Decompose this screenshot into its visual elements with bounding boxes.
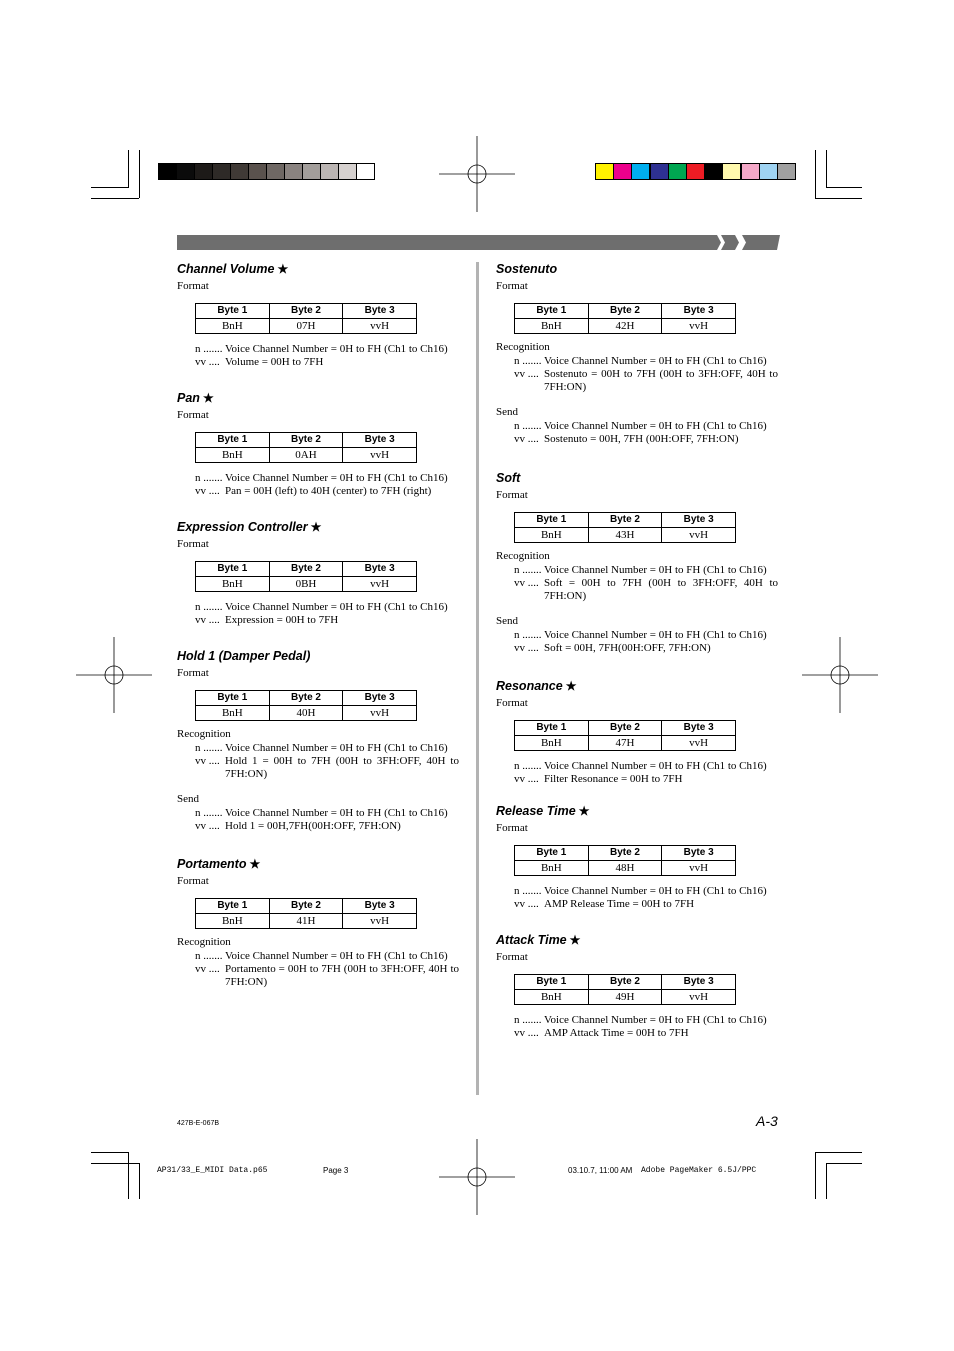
- group-label: Recognition: [496, 550, 550, 562]
- gray-swatch: [248, 163, 267, 180]
- color-swatch: [650, 163, 669, 180]
- section-title: [177, 520, 321, 534]
- definition-key: vv ....: [514, 1027, 539, 1039]
- byte-table-value-cell: vvH: [343, 706, 417, 721]
- definition-list: [514, 420, 778, 446]
- definition-key: vv ....: [514, 898, 539, 910]
- group-label: Recognition: [177, 728, 231, 740]
- byte-table-header-row: [515, 846, 736, 861]
- section-title: [496, 679, 576, 693]
- byte-table: [514, 974, 736, 1005]
- definition-key: n .......: [514, 355, 542, 367]
- gray-swatch: [320, 163, 339, 180]
- definition-key: n .......: [514, 629, 542, 641]
- definition-key: n .......: [195, 601, 223, 613]
- byte-table-header-cell: Byte 3: [343, 562, 417, 577]
- definition-value: Voice Channel Number = 0H to FH (Ch1 to Ch16): [544, 420, 767, 432]
- definition-value: Voice Channel Number = 0H to FH (Ch1 to Ch16): [544, 885, 767, 897]
- gray-swatch: [194, 163, 213, 180]
- byte-table-value-cell: vvH: [662, 990, 736, 1005]
- byte-table-value-cell: 0AH: [269, 448, 343, 463]
- byte-table-header-cell: Byte 2: [269, 899, 343, 914]
- definition-list: [195, 472, 459, 498]
- definition-value: Hold 1 = 00H,7FH(00H:OFF, 7FH:ON): [225, 820, 401, 832]
- byte-table-value-row: [196, 448, 417, 463]
- definition-row: [514, 1014, 778, 1027]
- definition-row: [195, 807, 459, 820]
- definition-row: [195, 963, 459, 989]
- star-icon: ★: [249, 857, 261, 871]
- definition-row: [514, 885, 778, 898]
- byte-table-header-cell: Byte 3: [662, 721, 736, 736]
- byte-table: [195, 898, 417, 929]
- definition-row: [514, 898, 778, 911]
- byte-table-header-cell: Byte 2: [588, 304, 662, 319]
- color-swatch: [668, 163, 687, 180]
- definition-row: [514, 642, 778, 655]
- byte-table-value-cell: 42H: [588, 319, 662, 334]
- definition-row: [195, 472, 459, 485]
- color-swatch: [704, 163, 723, 180]
- definition-key: vv ....: [514, 368, 539, 380]
- byte-table-header-cell: Byte 3: [343, 899, 417, 914]
- definition-value: Voice Channel Number = 0H to FH (Ch1 to Ch16): [225, 742, 448, 754]
- section-title: [496, 804, 589, 818]
- header-bar: [177, 235, 780, 250]
- color-swatch: [777, 163, 796, 180]
- footer-date: 03.10.7, 11:00 AM: [568, 1166, 633, 1175]
- definition-key: vv ....: [514, 773, 539, 785]
- definition-value: Volume = 00H to 7FH: [225, 356, 324, 368]
- section-title: [496, 471, 520, 485]
- crop-line: [815, 1152, 816, 1199]
- definition-value: Voice Channel Number = 0H to FH (Ch1 to Ch16): [544, 564, 767, 576]
- definition-row: [514, 355, 778, 368]
- byte-table-value-cell: BnH: [515, 990, 589, 1005]
- byte-table-header-cell: Byte 2: [588, 846, 662, 861]
- byte-table-header-cell: Byte 2: [588, 721, 662, 736]
- byte-table-header-cell: Byte 3: [662, 975, 736, 990]
- crop-line: [815, 198, 862, 199]
- definition-row: [195, 742, 459, 755]
- byte-table-header-cell: Byte 1: [196, 562, 270, 577]
- definition-key: vv ....: [514, 577, 539, 589]
- definition-key: vv ....: [195, 820, 220, 832]
- byte-table-header-row: [515, 721, 736, 736]
- definition-key: n .......: [195, 950, 223, 962]
- crop-line: [826, 1163, 827, 1199]
- crop-line: [139, 1163, 140, 1199]
- definition-value: Voice Channel Number = 0H to FH (Ch1 to Ch16): [225, 601, 448, 613]
- byte-table-header-cell: Byte 1: [515, 721, 589, 736]
- byte-table-value-row: [515, 736, 736, 751]
- format-label: Format: [496, 697, 528, 709]
- registration-mark: [437, 134, 517, 214]
- byte-table-header-row: [196, 304, 417, 319]
- definition-row: [195, 614, 459, 627]
- byte-table: [195, 561, 417, 592]
- byte-table-value-cell: BnH: [196, 319, 270, 334]
- definition-key: n .......: [514, 564, 542, 576]
- definition-key: n .......: [195, 472, 223, 484]
- definition-value: Sostenuto = 00H, 7FH (00H:OFF, 7FH:ON): [544, 433, 739, 445]
- definition-key: vv ....: [195, 614, 220, 626]
- format-label: Format: [177, 875, 209, 887]
- format-label: Format: [496, 280, 528, 292]
- byte-table-header-cell: Byte 2: [269, 691, 343, 706]
- star-icon: ★: [578, 804, 590, 818]
- crop-line: [815, 150, 816, 198]
- definition-key: vv ....: [195, 963, 220, 975]
- byte-table-header-cell: Byte 1: [196, 691, 270, 706]
- definition-row: [514, 773, 778, 786]
- definition-value: AMP Release Time = 00H to 7FH: [544, 898, 695, 910]
- section-title-text: Sostenuto: [496, 262, 558, 276]
- definition-row: [195, 601, 459, 614]
- byte-table-header-cell: Byte 1: [196, 433, 270, 448]
- gray-swatch: [158, 163, 177, 180]
- byte-table-header-row: [196, 691, 417, 706]
- definition-key: vv ....: [195, 356, 220, 368]
- crop-line: [91, 198, 139, 199]
- definition-value: Expression = 00H to 7FH: [225, 614, 339, 626]
- crop-line: [139, 150, 140, 198]
- byte-table-header-cell: Byte 3: [662, 846, 736, 861]
- definition-key: n .......: [514, 885, 542, 897]
- format-label: Format: [496, 951, 528, 963]
- byte-table-value-row: [196, 319, 417, 334]
- format-label: Format: [177, 280, 209, 292]
- definition-row: [514, 760, 778, 773]
- definition-key: n .......: [195, 742, 223, 754]
- crop-line: [826, 1163, 862, 1164]
- registration-mark: [800, 635, 880, 715]
- definition-list: [514, 564, 778, 603]
- byte-table-value-cell: BnH: [196, 448, 270, 463]
- format-label: Format: [177, 667, 209, 679]
- star-icon: ★: [202, 391, 214, 405]
- byte-table-header-cell: Byte 2: [588, 513, 662, 528]
- byte-table-header-cell: Byte 3: [343, 433, 417, 448]
- definition-key: vv ....: [195, 485, 220, 497]
- definition-row: [514, 629, 778, 642]
- star-icon: ★: [277, 262, 289, 276]
- byte-table-value-cell: BnH: [196, 706, 270, 721]
- definition-row: [514, 433, 778, 446]
- color-swatch: [686, 163, 705, 180]
- byte-table: [514, 845, 736, 876]
- star-icon: ★: [310, 520, 322, 534]
- definition-list: [514, 629, 778, 655]
- byte-table-value-row: [196, 914, 417, 929]
- definition-key: vv ....: [514, 642, 539, 654]
- byte-table-header-cell: Byte 3: [662, 513, 736, 528]
- definition-row: [195, 356, 459, 369]
- gray-swatch: [266, 163, 285, 180]
- byte-table-header-cell: Byte 1: [196, 304, 270, 319]
- definition-value: Voice Channel Number = 0H to FH (Ch1 to Ch16): [225, 950, 448, 962]
- footer-file-name: AP31/33_E_MIDI Data.p65: [157, 1166, 268, 1175]
- footer-page-label: Page 3: [323, 1166, 349, 1175]
- group-label: Send: [496, 406, 518, 418]
- gray-swatch: [338, 163, 357, 180]
- byte-table-value-cell: vvH: [662, 861, 736, 876]
- gray-swatch: [302, 163, 321, 180]
- crop-line: [826, 187, 862, 188]
- definition-value: Voice Channel Number = 0H to FH (Ch1 to Ch16): [225, 472, 448, 484]
- group-label: Send: [496, 615, 518, 627]
- gray-swatch: [212, 163, 231, 180]
- registration-mark: [437, 1137, 517, 1217]
- definition-key: n .......: [514, 1014, 542, 1026]
- byte-table-header-cell: Byte 1: [515, 304, 589, 319]
- definition-key: n .......: [195, 343, 223, 355]
- definition-value: Soft = 00H, 7FH(00H:OFF, 7FH:ON): [544, 642, 711, 654]
- format-label: Format: [496, 489, 528, 501]
- byte-table-header-cell: Byte 3: [343, 691, 417, 706]
- byte-table-value-cell: 40H: [269, 706, 343, 721]
- byte-table-header-cell: Byte 2: [269, 433, 343, 448]
- color-swatch: [741, 163, 760, 180]
- byte-table-value-cell: BnH: [515, 861, 589, 876]
- definition-list: [514, 1014, 778, 1040]
- byte-table-value-cell: vvH: [662, 736, 736, 751]
- definition-value: Soft = 00H to 7FH (00H to 3FH:OFF, 40H to 7FH:ON): [544, 577, 778, 602]
- byte-table: [514, 720, 736, 751]
- byte-table: [195, 432, 417, 463]
- group-label: Recognition: [177, 936, 231, 948]
- section-title: [496, 262, 557, 276]
- section-title-text: Resonance: [496, 679, 563, 693]
- byte-table-header-cell: Byte 1: [515, 513, 589, 528]
- byte-table-value-cell: vvH: [662, 528, 736, 543]
- star-icon: ★: [565, 679, 577, 693]
- registration-mark: [74, 635, 154, 715]
- byte-table-value-cell: vvH: [343, 448, 417, 463]
- byte-table-header-cell: Byte 1: [515, 846, 589, 861]
- definition-list: [195, 950, 459, 989]
- group-label: Recognition: [496, 341, 550, 353]
- byte-table-value-cell: 41H: [269, 914, 343, 929]
- section-title-text: Soft: [496, 471, 521, 485]
- color-swatch: [722, 163, 741, 180]
- definition-key: vv ....: [195, 755, 220, 767]
- definition-value: Voice Channel Number = 0H to FH (Ch1 to Ch16): [544, 355, 767, 367]
- color-swatch: [759, 163, 778, 180]
- byte-table-value-cell: vvH: [343, 577, 417, 592]
- section-title-text: Channel Volume: [177, 262, 275, 276]
- byte-table-value-cell: 49H: [588, 990, 662, 1005]
- definition-list: [514, 760, 778, 786]
- definition-key: n .......: [514, 420, 542, 432]
- byte-table: [514, 303, 736, 334]
- byte-table-header-cell: Byte 3: [662, 304, 736, 319]
- byte-table-header-cell: Byte 2: [588, 975, 662, 990]
- crop-line: [91, 1163, 139, 1164]
- definition-value: AMP Attack Time = 00H to 7FH: [544, 1027, 689, 1039]
- byte-table-header-cell: Byte 1: [196, 899, 270, 914]
- definition-value: Sostenuto = 00H to 7FH (00H to 3FH:OFF, 40H to 7FH:ON): [544, 368, 778, 393]
- byte-table-value-cell: vvH: [662, 319, 736, 334]
- definition-value: Voice Channel Number = 0H to FH (Ch1 to Ch16): [225, 343, 448, 355]
- byte-table-value-row: [515, 861, 736, 876]
- byte-table-value-row: [515, 990, 736, 1005]
- definition-value: Hold 1 = 00H to 7FH (00H to 3FH:OFF, 40H to 7FH:ON): [225, 755, 459, 780]
- byte-table-value-row: [196, 577, 417, 592]
- format-label: Format: [496, 822, 528, 834]
- section-title: [177, 857, 260, 871]
- byte-table-header-row: [196, 433, 417, 448]
- definition-row: [514, 368, 778, 394]
- gray-swatch: [230, 163, 249, 180]
- color-swatch: [613, 163, 632, 180]
- gray-swatch: [284, 163, 303, 180]
- column-divider: [476, 262, 479, 1095]
- definition-value: Portamento = 00H to 7FH (00H to 3FH:OFF, 40H to 7FH:ON): [225, 963, 459, 988]
- section-title-text: Pan: [177, 391, 200, 405]
- page-number: A-3: [756, 1113, 778, 1129]
- byte-table-value-cell: BnH: [196, 914, 270, 929]
- byte-table-header-cell: Byte 3: [343, 304, 417, 319]
- byte-table-value-row: [196, 706, 417, 721]
- byte-table: [195, 690, 417, 721]
- definition-row: [195, 755, 459, 781]
- byte-table-value-cell: BnH: [515, 736, 589, 751]
- definition-value: Voice Channel Number = 0H to FH (Ch1 to Ch16): [544, 760, 767, 772]
- section-title-text: Release Time: [496, 804, 576, 818]
- section-title-text: Portamento: [177, 857, 247, 871]
- definition-row: [195, 485, 459, 498]
- group-label: Send: [177, 793, 199, 805]
- byte-table-value-row: [515, 319, 736, 334]
- document-code: 427B-E-067B: [177, 1120, 220, 1127]
- byte-table-value-cell: BnH: [515, 528, 589, 543]
- section-title-text: Attack Time: [496, 933, 567, 947]
- definition-row: [195, 950, 459, 963]
- star-icon: ★: [569, 933, 581, 947]
- byte-table-header-row: [515, 975, 736, 990]
- format-label: Format: [177, 409, 209, 421]
- gray-swatch: [356, 163, 375, 180]
- crop-line: [91, 1152, 129, 1153]
- byte-table-value-cell: BnH: [515, 319, 589, 334]
- definition-row: [195, 343, 459, 356]
- definition-row: [514, 420, 778, 433]
- byte-table-value-cell: 47H: [588, 736, 662, 751]
- byte-table-value-row: [515, 528, 736, 543]
- format-label: Format: [177, 538, 209, 550]
- definition-key: n .......: [195, 807, 223, 819]
- byte-table: [195, 303, 417, 334]
- byte-table-value-cell: 0BH: [269, 577, 343, 592]
- color-swatch: [631, 163, 650, 180]
- section-title-text: Expression Controller: [177, 520, 308, 534]
- byte-table-header-cell: Byte 1: [515, 975, 589, 990]
- section-title: [177, 649, 310, 663]
- definition-row: [195, 820, 459, 833]
- definition-list: [514, 885, 778, 911]
- byte-table-value-cell: 48H: [588, 861, 662, 876]
- crop-line: [815, 1152, 862, 1153]
- byte-table-header-cell: Byte 2: [269, 562, 343, 577]
- crop-line: [128, 150, 129, 188]
- byte-table-value-cell: vvH: [343, 914, 417, 929]
- section-title-text: Hold 1 (Damper Pedal): [177, 649, 311, 663]
- footer-app: Adobe PageMaker 6.5J/PPC: [641, 1166, 757, 1175]
- definition-row: [514, 577, 778, 603]
- byte-table-header-row: [515, 304, 736, 319]
- crop-line: [128, 1152, 129, 1199]
- definition-value: Voice Channel Number = 0H to FH (Ch1 to Ch16): [225, 807, 448, 819]
- crop-line: [826, 150, 827, 188]
- byte-table-value-cell: BnH: [196, 577, 270, 592]
- byte-table-value-cell: 43H: [588, 528, 662, 543]
- section-title: [177, 391, 214, 405]
- byte-table: [514, 512, 736, 543]
- byte-table-header-cell: Byte 2: [269, 304, 343, 319]
- crop-line: [91, 187, 128, 188]
- section-title: [496, 933, 580, 947]
- definition-value: Voice Channel Number = 0H to FH (Ch1 to Ch16): [544, 629, 767, 641]
- byte-table-value-cell: 07H: [269, 319, 343, 334]
- definition-list: [195, 742, 459, 781]
- definition-list: [195, 343, 459, 369]
- byte-table-value-cell: vvH: [343, 319, 417, 334]
- definition-row: [514, 1027, 778, 1040]
- gray-swatch: [176, 163, 195, 180]
- definition-value: Voice Channel Number = 0H to FH (Ch1 to Ch16): [544, 1014, 767, 1026]
- definition-list: [514, 355, 778, 394]
- definition-list: [195, 807, 459, 833]
- section-title: [177, 262, 288, 276]
- byte-table-header-row: [196, 562, 417, 577]
- definition-list: [195, 601, 459, 627]
- color-swatch: [595, 163, 614, 180]
- definition-value: Filter Resonance = 00H to 7FH: [544, 773, 683, 785]
- definition-value: Pan = 00H (left) to 40H (center) to 7FH (right): [225, 485, 432, 497]
- definition-row: [514, 564, 778, 577]
- byte-table-header-row: [196, 899, 417, 914]
- definition-key: vv ....: [514, 433, 539, 445]
- byte-table-header-row: [515, 513, 736, 528]
- definition-key: n .......: [514, 760, 542, 772]
